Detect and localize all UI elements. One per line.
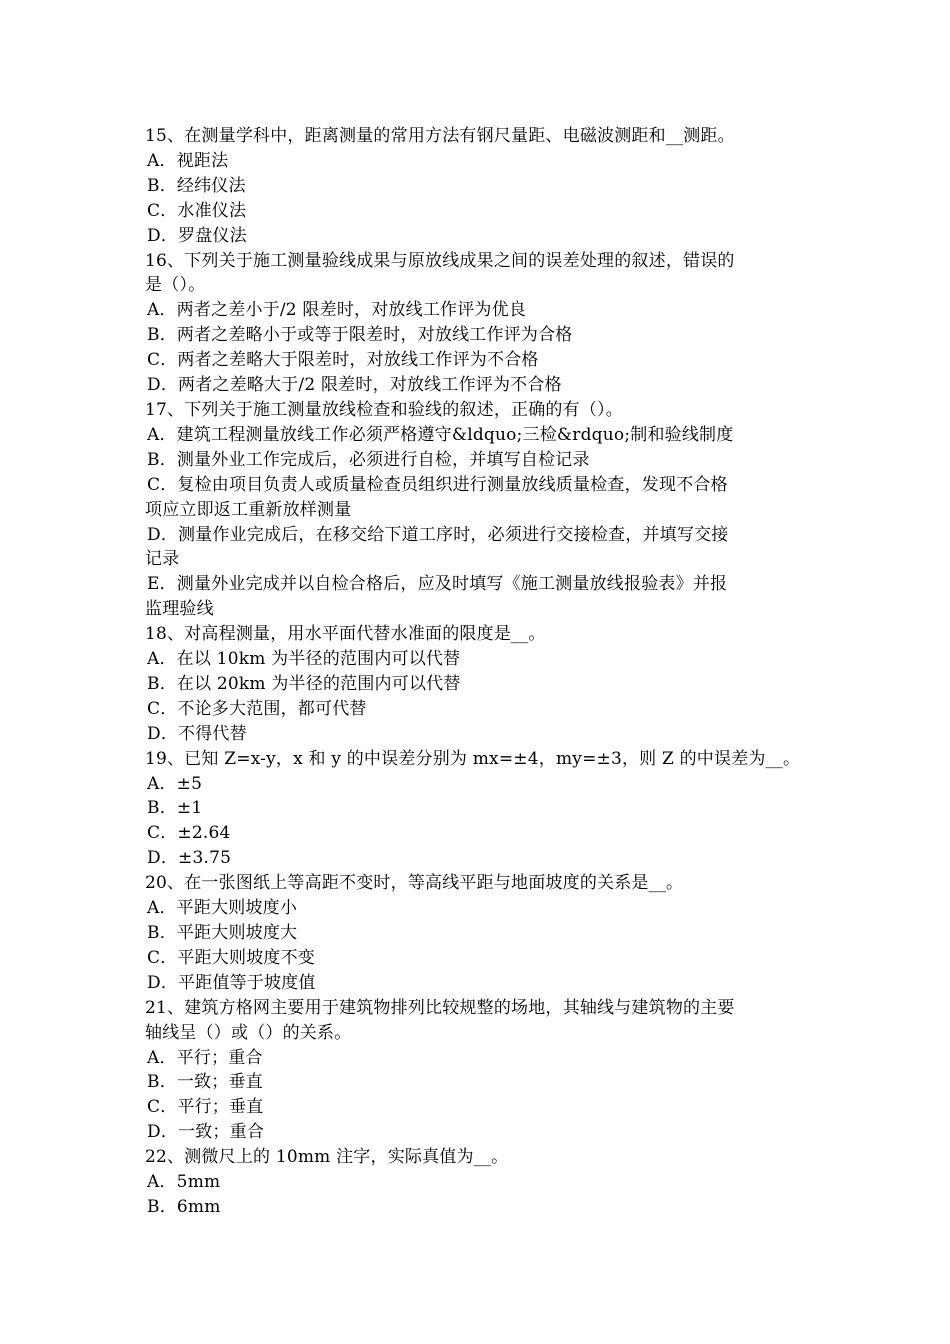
option-line: E．测量外业完成并以自检合格后，应及时填写《施工测量放线报验表》并报 xyxy=(147,574,728,595)
option-line: B．±1 xyxy=(147,798,203,819)
option-line: B．两者之差略小于或等于限差时，对放线工作评为合格 xyxy=(147,325,573,346)
option-line: C．两者之差略大于限差时，对放线工作评为不合格 xyxy=(147,350,539,371)
option-line: D．不得代替 xyxy=(147,723,247,744)
option-line: A．视距法 xyxy=(147,150,229,171)
option-line: D．一致；重合 xyxy=(147,1122,265,1143)
option-line: C．水准仪法 xyxy=(147,200,247,221)
option-line: C．平距大则坡度不变 xyxy=(147,947,316,968)
option-line: B．在以 20km 为半径的范围内可以代替 xyxy=(147,673,461,694)
option-line: A．在以 10km 为半径的范围内可以代替 xyxy=(147,649,461,670)
option-line: B．平距大则坡度大 xyxy=(147,923,298,943)
question-line: 19、已知 Z=x-y，x 和 y 的中误差分别为 mx=±4，my=±3，则 Z 的中误差为__。 xyxy=(145,748,801,769)
option-line: B．一致；垂直 xyxy=(147,1072,263,1093)
option-line: B．测量外业工作完成后，必须进行自检，并填写自检记录 xyxy=(147,449,590,470)
question-line: 轴线呈（）或（）的关系。 xyxy=(145,1022,352,1043)
option-line: A．两者之差小于/2 限差时，对放线工作评为优良 xyxy=(147,300,527,321)
option-line: A．建筑工程测量放线工作必须严格遵守&ldquo;三检&rdquo;制和验线制度 xyxy=(147,424,734,445)
question-line: 17、下列关于施工测量放线检查和验线的叙述，正确的有（）。 xyxy=(145,399,623,420)
question-line: 项应立即返工重新放样测量 xyxy=(145,499,352,520)
option-line: A．平行；重合 xyxy=(147,1047,263,1068)
option-line: C．±2.64 xyxy=(147,823,231,844)
option-line: D．两者之差略大于/2 限差时，对放线工作评为不合格 xyxy=(147,375,562,396)
option-line: A．±5 xyxy=(147,773,203,794)
option-line: D．测量作业完成后，在移交给下道工序时，必须进行交接检查，并填写交接 xyxy=(147,524,729,545)
question-line: 监理验线 xyxy=(145,599,214,620)
option-line: D．±3.75 xyxy=(147,848,232,869)
question-line: 22、测微尺上的 10mm 注字，实际真值为__。 xyxy=(145,1147,509,1168)
option-line: D．罗盘仪法 xyxy=(147,225,247,246)
question-line: 记录 xyxy=(145,549,180,570)
option-line: C．平行；垂直 xyxy=(147,1097,264,1118)
question-line: 21、建筑方格网主要用于建筑物排列比较规整的场地，其轴线与建筑物的主要 xyxy=(145,997,735,1018)
document-page xyxy=(145,124,815,1220)
question-line: 18、对高程测量，用水平面代替水准面的限度是__。 xyxy=(145,624,546,645)
question-line: 16、下列关于施工测量验线成果与原放线成果之间的误差处理的叙述，错误的 xyxy=(145,250,735,271)
option-line: B．6mm xyxy=(147,1196,221,1217)
option-line: A．平距大则坡度小 xyxy=(147,898,298,919)
question-line: 20、在一张图纸上等高距不变时，等高线平距与地面坡度的关系是__。 xyxy=(145,873,684,894)
option-line: B．经纬仪法 xyxy=(147,175,246,196)
option-line: A．5mm xyxy=(147,1172,221,1193)
question-line: 15、在测量学科中，距离测量的常用方法有钢尺量距、电磁波测距和__测距。 xyxy=(145,126,735,146)
question-line: 是（）。 xyxy=(145,275,206,296)
option-line: C．复检由项目负责人或质量检查员组织进行测量放线质量检查，发现不合格 xyxy=(147,474,728,495)
option-line: D．平距值等于坡度值 xyxy=(147,972,316,993)
option-line: C．不论多大范围，都可代替 xyxy=(147,698,367,719)
